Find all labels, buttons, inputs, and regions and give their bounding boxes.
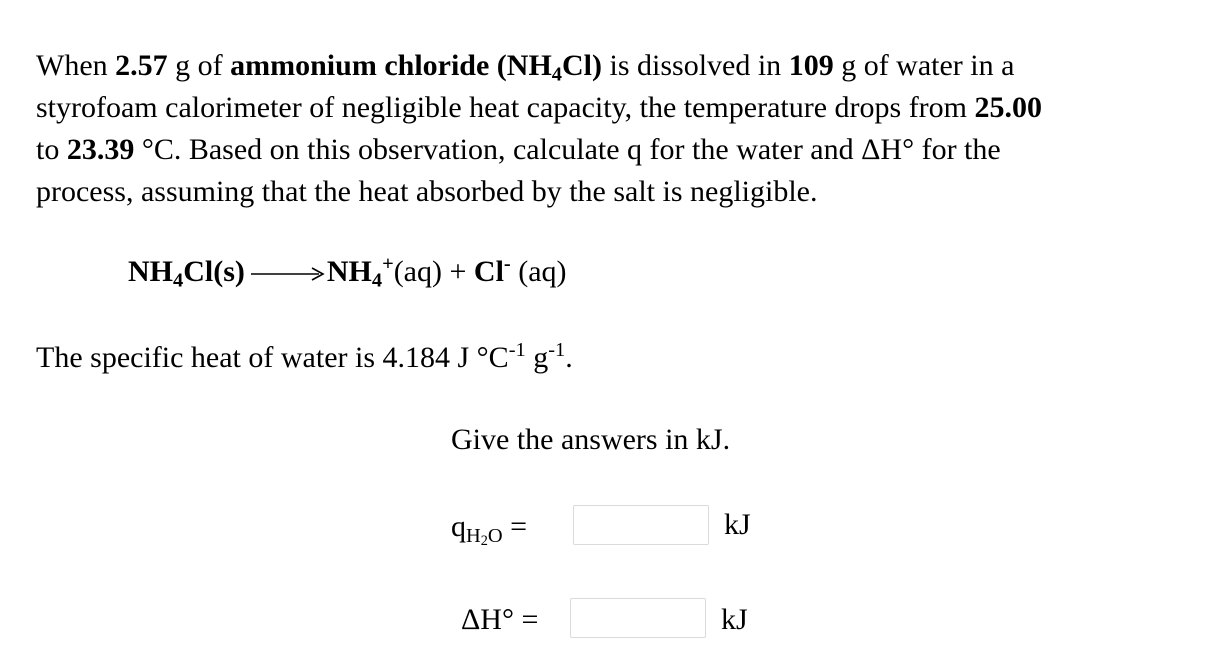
superscript: -1 <box>508 338 526 361</box>
dh-label: ΔH° = <box>461 603 539 636</box>
temp-end-value: 23.39 <box>66 133 135 166</box>
dh-answer-input[interactable] <box>570 598 706 638</box>
text-segment: °C. Based on this observation, calculate q for the water and ΔH° for the <box>134 133 1001 166</box>
q-label <box>451 507 527 547</box>
q-subscript-2: 2 <box>480 532 488 549</box>
superscript: + <box>382 252 394 275</box>
answer-row-dh <box>0 598 1218 642</box>
problem-line-2 <box>36 87 1196 129</box>
product-formula: NH <box>326 255 372 288</box>
product-formula: Cl <box>473 255 504 288</box>
text-segment: When <box>36 49 116 82</box>
subscript: 4 <box>551 63 562 86</box>
q-unit: kJ <box>724 508 751 541</box>
compound-name <box>230 49 602 86</box>
q-answer-input[interactable] <box>573 505 709 545</box>
period: . <box>565 341 573 374</box>
state-label: (aq) <box>510 255 567 288</box>
text-segment: styrofoam calorimeter of negligible heat capacity, the temperature drops from <box>36 91 975 124</box>
dh-unit: kJ <box>721 603 748 636</box>
subscript: 4 <box>173 269 184 292</box>
mass-value: 2.57 <box>115 49 168 82</box>
instruction-text: Give the answers in kJ. <box>451 423 731 456</box>
plus-sign: + <box>441 255 474 288</box>
product-chloride <box>473 252 511 288</box>
text-segment: to <box>36 133 67 166</box>
subscript: 4 <box>371 269 383 292</box>
product-ammonium <box>326 252 394 292</box>
text-segment: is dissolved in <box>602 49 789 82</box>
specific-heat-statement <box>36 338 573 378</box>
reactant <box>128 255 245 292</box>
answer-row-q <box>0 505 1218 549</box>
text-segment: g of water in a <box>833 49 1015 82</box>
reactant-formula: NH <box>128 255 173 288</box>
q-subscript-o: O <box>487 524 503 547</box>
compound-name-text: ammonium chloride (NH <box>230 49 552 82</box>
text-segment: g of <box>167 49 231 82</box>
q-subscript <box>466 525 503 547</box>
specific-heat-text: The specific heat of water is 4.184 J °C <box>36 341 509 374</box>
temp-start-value: 25.00 <box>974 91 1043 124</box>
reaction-equation <box>128 252 567 292</box>
q-subscript-h: H <box>466 524 481 547</box>
specific-heat-unit: g <box>525 341 549 374</box>
equals-sign: = <box>502 510 528 543</box>
superscript: -1 <box>548 338 566 361</box>
q-symbol: q <box>451 510 466 543</box>
problem-line-1 <box>36 45 1196 87</box>
reactant-formula-end: Cl(s) <box>183 255 245 288</box>
compound-name-end: Cl) <box>562 49 602 82</box>
state-label: (aq) <box>393 255 442 288</box>
water-mass-value: 109 <box>788 49 834 82</box>
reaction-arrow-icon <box>251 264 325 284</box>
superscript: - <box>503 252 511 275</box>
problem-line-4: process, assuming that the heat absorbed by the salt is negligible. <box>36 175 818 208</box>
problem-statement <box>36 45 1196 213</box>
problem-line-3 <box>36 129 1196 171</box>
